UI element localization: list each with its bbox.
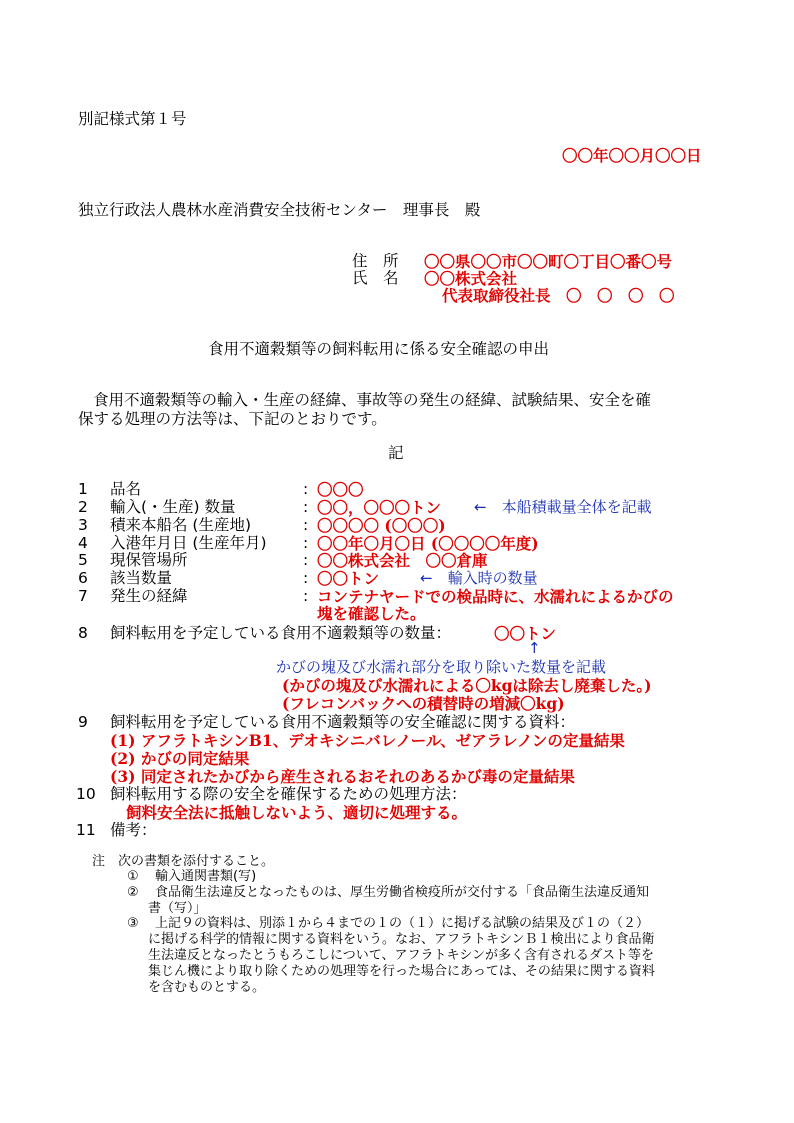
item-number: 6 <box>78 569 88 587</box>
item-label: 品名 <box>110 480 142 498</box>
note-3-text: 上記９の資料は、別添１から４までの１の（１）に掲げる試験の結果及び１の（２） <box>155 916 650 931</box>
item-label: 該当数量 <box>110 569 173 587</box>
address-label: 住 所 <box>352 252 399 270</box>
item-number: 5 <box>78 551 88 569</box>
item10-label: 飼料転用する際の安全を確保するための処理方法： <box>110 785 467 803</box>
item8-number: 8 <box>78 624 88 642</box>
note-3-mark: ③ <box>127 916 139 931</box>
item-label: 積来本船名 (生産地) <box>110 516 252 534</box>
item-number: 2 <box>78 498 88 516</box>
note-1-mark: ① <box>127 869 139 884</box>
item9-label: 飼料転用を予定している食用不適穀類等の安全確認に関する資料： <box>110 713 576 731</box>
ki-heading: 記 <box>388 444 404 462</box>
note-2-mark: ② <box>127 885 139 900</box>
item8-detail-1: (かびの塊及び水濡れによる〇kgは除去し廃棄した。) <box>282 676 652 695</box>
item-value: 〇〇トン <box>317 569 380 588</box>
item10-number: 10 <box>76 785 96 803</box>
note-2-text: 食品衛生法違反となったものは、厚生労働省検疫所が交付する「食品衛生法違反通知 <box>155 885 650 900</box>
note-1-text: 輸入通関書類(写) <box>155 869 257 884</box>
item-value: 〇〇，〇〇〇トン <box>317 498 442 517</box>
up-arrow-icon: ↑ <box>528 639 541 657</box>
item-colon: : <box>303 516 309 534</box>
name-label: 氏 名 <box>352 269 399 287</box>
item-label: 現保管場所 <box>110 551 188 569</box>
item-number: 1 <box>78 480 88 498</box>
item-number: 3 <box>78 516 88 534</box>
applicant-address: 〇〇県〇〇市〇〇町〇丁目〇番〇号 <box>424 252 673 271</box>
item11-label: 備考： <box>110 821 157 839</box>
note-2-text-continued: 書（写）」 <box>148 901 207 916</box>
item-note: ← 輸入時の数量 <box>420 569 538 587</box>
item-colon: : <box>303 551 309 569</box>
item-colon: : <box>303 498 309 516</box>
item8-detail-2: (フレコンバックへの積替時の増減〇kg) <box>282 694 565 713</box>
item-value-continued: 塊を確認した。 <box>317 604 426 623</box>
item8-note: かびの塊及び水濡れ部分を取り除いた数量を記載 <box>276 658 607 676</box>
applicant-company: 〇〇株式会社 <box>424 269 518 288</box>
item-value: 〇〇株式会社 〇〇倉庫 <box>317 551 488 570</box>
item-label: 輸入(・生産) 数量 <box>110 498 236 516</box>
note-3-text-continued: を含むものとする。 <box>148 980 266 995</box>
note-3-text-continued: 集じん機により取り除くための処理等を行った場合にあっては、その結果に関する資料 <box>148 964 655 979</box>
item-number: 7 <box>78 587 88 605</box>
item-colon: : <box>303 480 309 498</box>
item-note: ← 本船積載量全体を記載 <box>474 498 652 516</box>
item-value: コンテナヤードでの検品時に、水濡れによるかびの <box>317 587 674 606</box>
item-value: 〇〇年〇月〇日 (〇〇〇〇年度) <box>317 534 539 553</box>
intro-line-2: 保する処理の方法等は、下記のとおりです。 <box>78 410 387 428</box>
item9-line-2: (2) かびの同定結果 <box>110 749 250 768</box>
item-colon: : <box>303 569 309 587</box>
submission-date: 〇〇年〇〇月〇〇日 <box>562 146 702 165</box>
item9-line-3: (3) 同定されたかびから産生されるおそれのあるかび毒の定量結果 <box>110 767 575 786</box>
note-3-text-continued: に掲げる科学的情報に関する資料をいう。なお、アフラトキシンＢ１検出により食品衛 <box>148 932 655 947</box>
form-number: 別記様式第１号 <box>78 110 187 128</box>
item-value: 〇〇〇〇 (〇〇〇) <box>317 516 446 535</box>
item11-number: 11 <box>76 821 96 839</box>
item-colon: : <box>303 534 309 552</box>
item9-number: 9 <box>78 713 88 731</box>
notes-heading: 注 次の書類を添付すること。 <box>92 854 275 869</box>
item-number: 4 <box>78 534 88 552</box>
item-colon: : <box>303 587 309 605</box>
item10-value: 飼料安全法に抵触しないよう、適切に処理する。 <box>126 803 468 822</box>
item-label: 発生の経緯 <box>110 587 188 605</box>
item-value: 〇〇〇 <box>317 480 364 499</box>
applicant-representative: 代表取締役社長 〇 〇 〇 〇 <box>442 286 675 305</box>
document-title: 食用不適穀類等の飼料転用に係る安全確認の申出 <box>208 340 550 358</box>
addressee: 独立行政法人農林水産消費安全技術センター 理事長 殿 <box>78 201 481 219</box>
item-label: 入港年月日 (生産年月) <box>110 534 267 552</box>
item9-line-1: (1) アフラトキシンB1、デオキシニバレノール、ゼアラレノンの定量結果 <box>110 731 625 750</box>
intro-line-1: 食用不適穀類等の輸入・生産の経緯、事故等の発生の経緯、試験結果、安全を確 <box>93 391 652 409</box>
item8-label: 飼料転用を予定している食用不適穀類等の数量： <box>110 624 452 642</box>
note-3-text-continued: 生法違反となったとうもろこしについて、アフラトキシンが多く含有されるダスト等を <box>148 948 655 963</box>
item8-value: 〇〇トン <box>494 624 557 643</box>
